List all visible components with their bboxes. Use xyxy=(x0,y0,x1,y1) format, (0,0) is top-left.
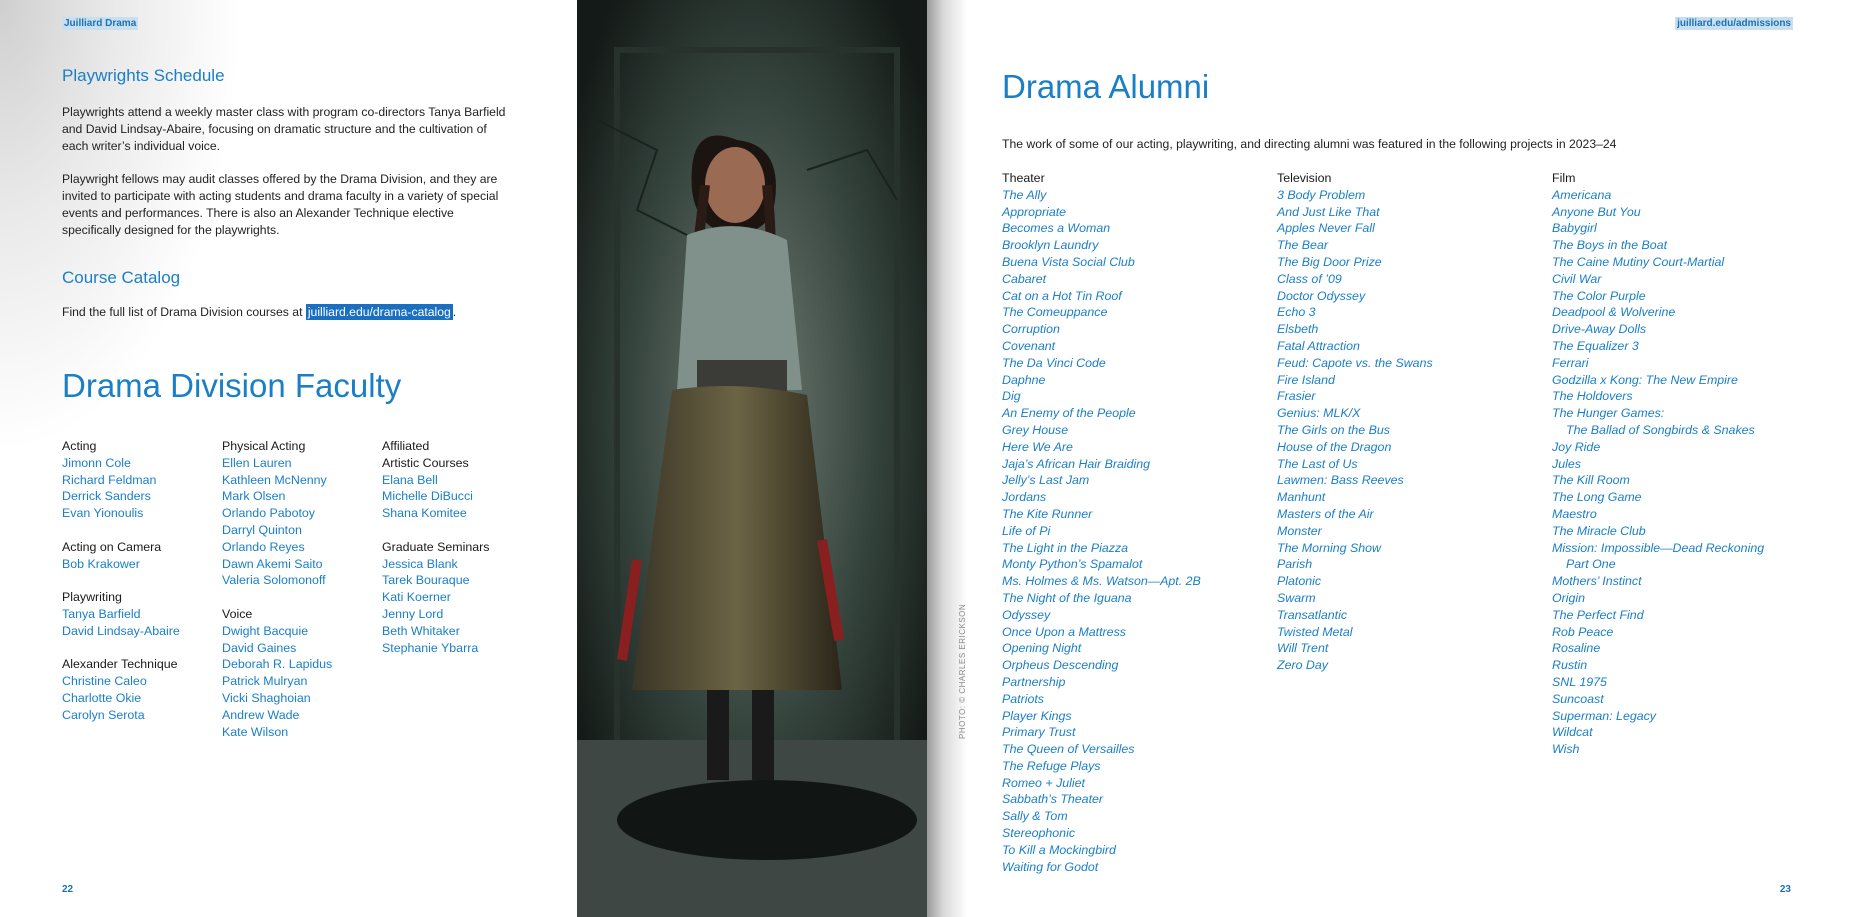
faculty-name: Kathleen McNenny xyxy=(222,472,327,487)
faculty-name: Kati Koerner xyxy=(382,590,451,605)
alumni-title: Drama Alumni xyxy=(1002,68,1210,105)
drama-catalog-link[interactable]: juilliard.edu/drama-catalog xyxy=(307,305,451,319)
faculty-name: David Gaines xyxy=(222,640,297,655)
alumni-project: The Last of Us xyxy=(1277,456,1358,471)
alumni-project: The Color Purple xyxy=(1552,288,1646,303)
alumni-project: Primary Trust xyxy=(1002,725,1076,740)
alumni-project: The Long Game xyxy=(1552,490,1642,505)
alumni-project: Brooklyn Laundry xyxy=(1002,238,1099,253)
alumni-project: Odyssey xyxy=(1002,607,1051,622)
alumni-project: Sally & Tom xyxy=(1002,809,1068,824)
alumni-project: Grey House xyxy=(1002,422,1069,437)
alumni-project: The Kite Runner xyxy=(1002,506,1093,521)
alumni-project: Lawmen: Bass Reeves xyxy=(1277,473,1404,488)
alumni-project: Corruption xyxy=(1002,322,1060,337)
faculty-name: David Lindsay-Abaire xyxy=(62,623,180,638)
alumni-theater-column xyxy=(1002,170,1201,875)
alumni-project: Anyone But You xyxy=(1552,204,1641,219)
playwrights-paragraph-1: Playwrights attend a weekly master class with program co-directors Tanya Barfield and David Lindsay-Abaire, focusing on dramatic structure and the cultivation of each writer’s individual voice. xyxy=(62,105,506,153)
alumni-project: Life of Pi xyxy=(1002,523,1051,538)
alumni-project: Godzilla x Kong: The New Empire xyxy=(1552,372,1738,387)
faculty-group xyxy=(62,539,180,573)
alumni-project: Jaja’s African Hair Braiding xyxy=(1002,456,1151,471)
faculty-group xyxy=(62,589,180,639)
alumni-project: Echo 3 xyxy=(1277,305,1316,320)
alumni-project: Manhunt xyxy=(1277,490,1326,505)
alumni-project: The Miracle Club xyxy=(1552,523,1646,538)
alumni-project: The Girls on the Bus xyxy=(1277,422,1390,437)
alumni-project: And Just Like That xyxy=(1277,204,1380,219)
faculty-column-1 xyxy=(62,438,180,740)
alumni-project: Ferrari xyxy=(1552,355,1589,370)
alumni-project: The Queen of Versailles xyxy=(1002,742,1135,757)
alumni-project: Feud: Capote vs. the Swans xyxy=(1277,355,1433,370)
faculty-title: Drama Division Faculty xyxy=(62,367,402,404)
alumni-project: Genius: MLK/X xyxy=(1277,406,1361,421)
alumni-project: The Holdovers xyxy=(1552,389,1633,404)
alumni-project: The Bear xyxy=(1277,238,1328,253)
alumni-project: Monster xyxy=(1277,523,1322,538)
alumni-project: Dig xyxy=(1002,389,1021,404)
alumni-project: Doctor Odyssey xyxy=(1277,288,1366,303)
playwrights-paragraph-2: Playwright fellows may audit classes offered by the Drama Division, and they are invited to participate with acting students and drama faculty in a variety of special events and performances. There is also an Alexander Technique elective specifically designed for the playwrights. xyxy=(62,172,499,237)
faculty-column-3 xyxy=(382,438,489,673)
alumni-project: The Night of the Iguana xyxy=(1002,590,1132,605)
alumni-project: Stereophonic xyxy=(1002,826,1076,841)
alumni-project: Class of ’09 xyxy=(1277,271,1342,286)
alumni-project: An Enemy of the People xyxy=(1002,406,1136,421)
alumni-project: The Equalizer 3 xyxy=(1552,338,1639,353)
alumni-project: The Kill Room xyxy=(1552,473,1630,488)
faculty-group-heading: Acting xyxy=(62,439,97,453)
alumni-project: Superman: Legacy xyxy=(1552,708,1657,723)
alumni-project: SNL 1975 xyxy=(1552,674,1607,689)
alumni-project: Rosaline xyxy=(1552,641,1601,656)
alumni-project: Jordans xyxy=(1002,490,1047,505)
alumni-project: Sabbath’s Theater xyxy=(1002,792,1104,807)
alumni-project: Joy Ride xyxy=(1552,439,1601,454)
alumni-project: Platonic xyxy=(1277,574,1322,589)
alumni-project: The Da Vinci Code xyxy=(1002,355,1106,370)
faculty-name: Mark Olsen xyxy=(222,489,286,504)
faculty-group-heading: Graduate Seminars xyxy=(382,539,490,554)
alumni-project: Fire Island xyxy=(1277,372,1335,387)
faculty-group xyxy=(382,539,489,657)
faculty-name: Bob Krakower xyxy=(62,556,140,571)
faculty-name: Jessica Blank xyxy=(382,556,458,571)
alumni-project: Deadpool & Wolverine xyxy=(1552,305,1676,320)
faculty-group xyxy=(382,438,489,522)
alumni-project: Americana xyxy=(1552,187,1612,202)
faculty-name: Beth Whitaker xyxy=(382,623,460,638)
faculty-group-heading-line2: Artistic Courses xyxy=(382,455,469,470)
alumni-project: Cat on a Hot Tin Roof xyxy=(1002,288,1122,303)
alumni-project: Twisted Metal xyxy=(1277,624,1353,639)
page-gutter xyxy=(927,0,967,917)
faculty-group-heading: Physical Acting xyxy=(222,439,306,453)
alumni-project: The Refuge Plays xyxy=(1002,758,1101,773)
alumni-project: Fatal Attraction xyxy=(1277,338,1360,353)
alumni-project: Drive-Away Dolls xyxy=(1552,322,1647,337)
faculty-name: Jenny Lord xyxy=(382,606,444,621)
alumni-project: Swarm xyxy=(1277,590,1316,605)
alumni-project: Parish xyxy=(1277,557,1313,572)
alumni-project: Appropriate xyxy=(1002,204,1067,219)
page-number-right: 23 xyxy=(1779,884,1791,895)
faculty-name: Dwight Bacquie xyxy=(222,623,309,638)
alumni-project: Covenant xyxy=(1002,338,1056,353)
alumni-project: Rob Peace xyxy=(1552,624,1614,639)
faculty-name: Ellen Lauren xyxy=(222,455,292,470)
alumni-project: Part One xyxy=(1566,557,1616,572)
alumni-project: Jules xyxy=(1552,456,1581,471)
alumni-project: Wildcat xyxy=(1552,725,1593,740)
alumni-television-column xyxy=(1277,170,1433,674)
faculty-name: Michelle DiBucci xyxy=(382,489,473,504)
catalog-text-prefix: Find the full list of Drama Division courses at xyxy=(62,305,306,319)
alumni-project: Mission: Impossible—Dead Reckoning xyxy=(1552,540,1765,555)
playwrights-schedule-heading: Playwrights Schedule xyxy=(62,66,225,85)
course-catalog-text xyxy=(62,304,532,321)
alumni-project: Orpheus Descending xyxy=(1002,658,1119,673)
faculty-name: Richard Feldman xyxy=(62,472,157,487)
alumni-project: Here We Are xyxy=(1002,439,1073,454)
alumni-project: Jelly’s Last Jam xyxy=(1002,473,1090,488)
faculty-name: Christine Caleo xyxy=(62,674,147,689)
running-header-right[interactable]: juilliard.edu/admissions xyxy=(1677,18,1791,29)
faculty-name: Shana Komitee xyxy=(382,506,467,521)
performance-photo xyxy=(577,0,927,917)
alumni-project: Becomes a Woman xyxy=(1002,221,1111,236)
faculty-group xyxy=(62,656,180,723)
alumni-project: Masters of the Air xyxy=(1277,506,1374,521)
alumni-project: Patriots xyxy=(1002,691,1045,706)
alumni-film-column xyxy=(1552,170,1764,758)
alumni-project: Monty Python’s Spamalot xyxy=(1002,557,1143,572)
alumni-intro: The work of some of our acting, playwriting, and directing alumni was featured in the following projects in 2023–24 xyxy=(1002,137,1617,151)
faculty-group xyxy=(222,606,332,740)
alumni-project: House of the Dragon xyxy=(1277,439,1392,454)
faculty-name: Valeria Solomonoff xyxy=(222,573,326,588)
alumni-column-heading: Theater xyxy=(1002,171,1045,185)
faculty-name: Vicki Shaghoian xyxy=(222,690,311,705)
faculty-name: Carolyn Serota xyxy=(62,707,145,722)
alumni-project: The Ballad of Songbirds & Snakes xyxy=(1566,422,1755,437)
faculty-name: Elana Bell xyxy=(382,472,438,487)
alumni-column-heading: Film xyxy=(1552,171,1576,185)
alumni-project: Frasier xyxy=(1277,389,1316,404)
faculty-group xyxy=(222,438,332,589)
faculty-group-heading: Alexander Technique xyxy=(62,657,178,672)
faculty-name: Kate Wilson xyxy=(222,724,289,739)
course-catalog-heading: Course Catalog xyxy=(62,268,181,287)
faculty-name: Orlando Pabotoy xyxy=(222,506,315,521)
alumni-project: Player Kings xyxy=(1002,708,1072,723)
faculty-group-heading: Acting on Camera xyxy=(62,539,162,554)
left-page xyxy=(0,0,577,917)
faculty-name: Patrick Mulryan xyxy=(222,674,308,689)
alumni-project: The Caine Mutiny Court-Martial xyxy=(1552,254,1725,269)
alumni-project: Buena Vista Social Club xyxy=(1002,254,1135,269)
alumni-project: To Kill a Mockingbird xyxy=(1002,842,1116,857)
alumni-project: The Big Door Prize xyxy=(1277,254,1382,269)
faculty-name: Stephanie Ybarra xyxy=(382,640,479,655)
faculty-name: Tarek Bouraque xyxy=(382,573,470,588)
photo-credit: PHOTO: © CHARLES ERICKSON xyxy=(958,603,967,739)
alumni-project: The Light in the Piazza xyxy=(1002,540,1129,555)
faculty-group xyxy=(62,438,180,522)
faculty-name: Darryl Quinton xyxy=(222,522,302,537)
alumni-project: Daphne xyxy=(1002,372,1046,387)
faculty-group-heading: Voice xyxy=(222,606,253,621)
faculty-name: Charlotte Okie xyxy=(62,690,142,705)
faculty-name: Derrick Sanders xyxy=(62,489,151,504)
alumni-project: The Morning Show xyxy=(1277,540,1381,555)
faculty-name: Jimonn Cole xyxy=(62,455,131,470)
alumni-project: Civil War xyxy=(1552,271,1602,286)
faculty-group-heading: Playwriting xyxy=(62,590,122,605)
alumni-project: Maestro xyxy=(1552,506,1597,521)
alumni-column-heading: Television xyxy=(1277,171,1332,185)
alumni-project: Waiting for Godot xyxy=(1002,859,1099,874)
alumni-project: Zero Day xyxy=(1277,658,1328,673)
faculty-name: Tanya Barfield xyxy=(62,606,141,621)
page-number-left: 22 xyxy=(62,884,74,895)
catalog-text-suffix: . xyxy=(452,305,457,319)
alumni-project: Opening Night xyxy=(1002,641,1082,656)
alumni-project: Once Upon a Mattress xyxy=(1002,624,1126,639)
alumni-project: Suncoast xyxy=(1552,691,1604,706)
faculty-group-heading: Affiliated xyxy=(382,439,430,453)
alumni-project: 3 Body Problem xyxy=(1277,187,1366,202)
alumni-project: Babygirl xyxy=(1552,221,1597,236)
alumni-project: Rustin xyxy=(1552,658,1588,673)
faculty-name: Evan Yionoulis xyxy=(62,506,144,521)
alumni-project: Cabaret xyxy=(1002,271,1047,286)
alumni-project: Will Trent xyxy=(1277,641,1329,656)
alumni-project: The Perfect Find xyxy=(1552,607,1644,622)
alumni-project: Apples Never Fall xyxy=(1277,221,1375,236)
alumni-project: Mothers’ Instinct xyxy=(1552,574,1642,589)
faculty-name: Orlando Reyes xyxy=(222,539,305,554)
alumni-project: Wish xyxy=(1552,742,1580,757)
faculty-name: Deborah R. Lapidus xyxy=(222,657,333,672)
actress-illustration xyxy=(577,0,927,917)
alumni-project: The Comeuppance xyxy=(1002,305,1108,320)
alumni-project: Ms. Holmes & Ms. Watson—Apt. 2B xyxy=(1002,574,1201,589)
alumni-project: The Boys in the Boat xyxy=(1552,238,1668,253)
faculty-column-2 xyxy=(222,438,332,757)
alumni-project: Origin xyxy=(1552,590,1586,605)
faculty-name: Dawn Akemi Saito xyxy=(222,556,323,571)
alumni-project: Partnership xyxy=(1002,674,1066,689)
alumni-project: Elsbeth xyxy=(1277,322,1319,337)
alumni-project: Romeo + Juliet xyxy=(1002,775,1085,790)
alumni-project: The Hunger Games: xyxy=(1552,406,1665,421)
alumni-project: The Ally xyxy=(1002,187,1047,202)
alumni-project: Transatlantic xyxy=(1277,607,1348,622)
running-header-left: Juilliard Drama xyxy=(64,18,137,29)
faculty-name: Andrew Wade xyxy=(222,707,300,722)
